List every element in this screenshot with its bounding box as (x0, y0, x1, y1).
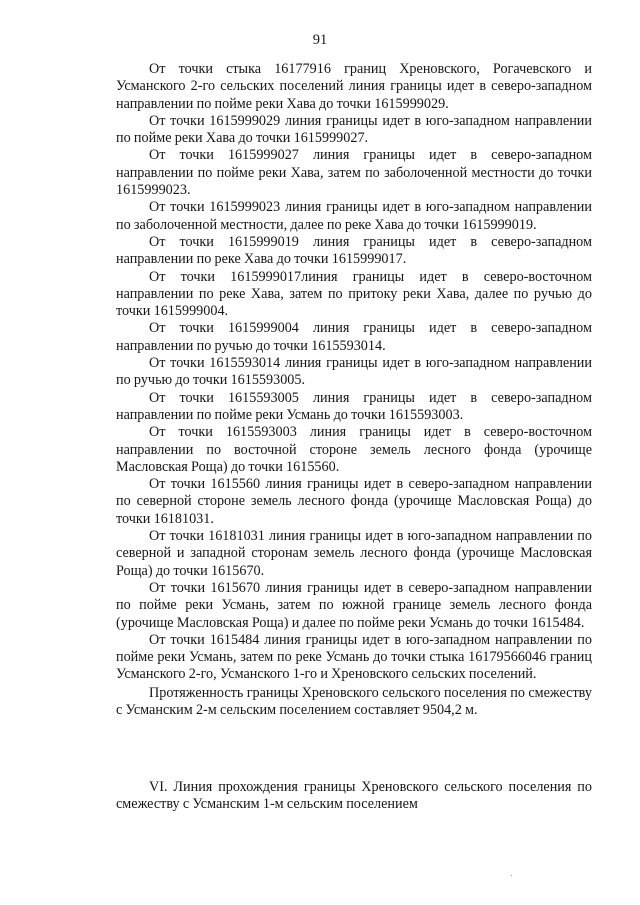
paragraph: От точки 1615670 линия границы идет в северо-западном направлении по пойме реки Усмань, затем по южной границе земель лесного фонда (урочище Масловская Роща) и далее по пойме реки Усмань до точки 1615484. (116, 579, 592, 631)
paragraph: От точки 1615999017линия границы идет в северо-восточном направлении по реке Хава, затем по притоку реки Хава, далее по ручью до точки 1615999004. (116, 268, 592, 320)
paragraph: От точки стыка 16177916 границ Хреновского, Рогачевского и Усманского 2-го сельских поселений линия границы идет в северо-западном направлении по пойме реки Хава до точки 1615999029. (116, 61, 592, 112)
paragraph: От точки 1615999027 линия границы идет в северо-западном направлении по пойме реки Хава, затем по заболоченной местности до точки 1615999023. (116, 147, 592, 199)
paragraph: От точки 1615999004 линия границы идет в северо-западном направлении по ручью до точки 1615593014. (116, 320, 592, 354)
paragraph: От точки 1615999019 линия границы идет в северо-западном направлении по реке Хава до точки 1615999017. (116, 233, 592, 268)
paragraph: От точки 1615560 линия границы идет в северо-западном направлении по северной стороне земель лесного фонда (урочище Масловская Роща) до точки 16181031. (116, 476, 592, 527)
paragraph: От точки 1615593005 линия границы идет в северо-западном направлении по пойме реки Усмань до точки 1615593003. (116, 389, 592, 423)
paragraph: От точки 1615593014 линия границы идет в юго-западном направлении по ручью до точки 1615593005. (116, 355, 592, 389)
boundary-length-summary: Протяженность границы Хреновского сельского поселения по смежеству с Усманским 2-м сельским поселением составляет 9504,2 м. (116, 684, 592, 718)
scan-speck (511, 875, 512, 876)
paragraph: От точки 1615593003 линия границы идет в северо-восточном направлении по восточной стороне земель лесного фонда (урочище Масловская Роща) до точки 1615560. (116, 424, 592, 475)
paragraph: От точки 1615999029 линия границы идет в юго-западном направлении по пойме реки Хава до точки 1615999027. (116, 112, 592, 147)
paragraph: От точки 1615999023 линия границы идет в юго-западном направлении по заболоченной местности, далее по реке Хава до точки 1615999019. (116, 199, 592, 233)
page-number: 91 (312, 32, 328, 48)
paragraph: От точки 16181031 линия границы идет в юго-западном направлении по северной и западной сторонам земель лесного фонда (урочище Масловская Роща) до точки 1615670. (116, 528, 592, 579)
boundary-description (116, 61, 592, 719)
paragraph: От точки 1615484 линия границы идет в юго-западном направлении по пойме реки Усмань, затем по реке Усмань до точки стыка 16179566046 границ Усманского 2-го, Усманского 1-го и Хреновского сельских поселений. (116, 631, 592, 683)
section-heading: VI. Линия прохождения границы Хреновского сельского поселения по смежеству с Усманским 1-м сельским поселением (116, 779, 592, 813)
